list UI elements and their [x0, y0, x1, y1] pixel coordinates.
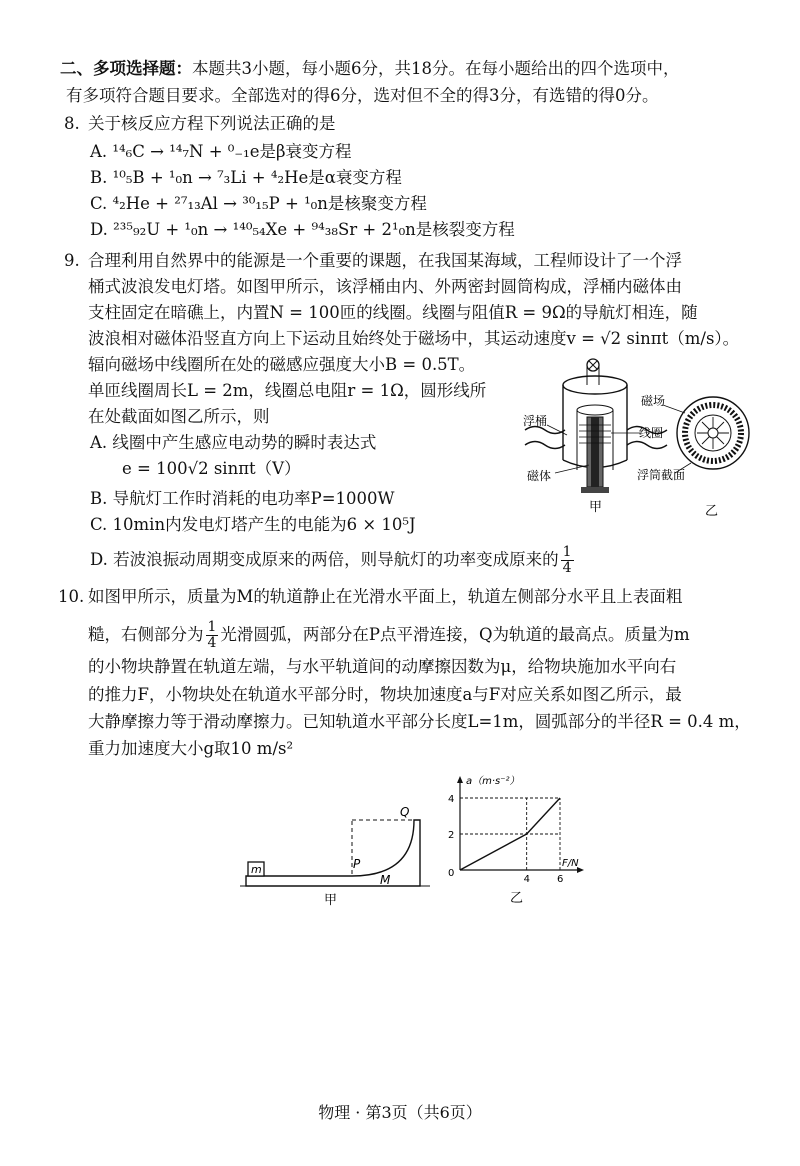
q9-line-4: 波浪相对磁体沿竖直方向上下运动且始终处于磁场中，其运动速度v = √2 sinπt（m/s）。: [88, 329, 740, 348]
q10-line-4: 的推力F，小物块处在轨道水平部分时，物块加速度a与F对应关系如图乙所示，最: [88, 685, 682, 704]
support-base: [581, 487, 609, 493]
leader-magnet: [555, 465, 589, 473]
x-tick-label-6: 6: [557, 874, 564, 885]
page-footer: 物理 · 第3页（共6页）: [318, 1103, 482, 1122]
label-jia: 甲: [589, 500, 603, 515]
q9-figure: [515, 355, 785, 530]
track-surface: [246, 820, 420, 886]
q9-line-7: 在处截面如图乙所示，则: [88, 407, 270, 426]
q8-number: 8.: [64, 114, 80, 133]
section-desc-1: 本题共3小题，每小题6分，共18分。在每小题给出的四个选项中，: [192, 59, 680, 78]
wave-right-2: [627, 442, 667, 449]
y-axis-arrow: [457, 776, 463, 783]
q10-line-3: 的小物块静置在轨道左端，与水平轨道间的动摩擦因数为μ，给物块施加水平向右: [88, 657, 677, 676]
label-field: 磁场: [641, 394, 666, 408]
y-tick-label-2: 2: [448, 830, 455, 841]
label-coil: 线圈: [639, 426, 664, 440]
lamp-cross: [589, 361, 597, 369]
q9-line-3: 支柱固定在暗礁上，内置N = 100匝的线圈。线圈与阻值R = 9Ω的导航灯相连，随: [88, 303, 698, 322]
q9-option-b: B. 导航灯工作时消耗的电功率P=1000W: [90, 489, 395, 508]
section-desc-2: 有多项符合题目要求。全部选对的得6分，选对但不全的得3分，有选错的得0分。: [66, 86, 659, 105]
q9-line-6: 单匝线圈周长L = 2m，线圈总电阻r = 1Ω，圆形线所: [88, 381, 487, 400]
series-line-2: [527, 798, 560, 834]
leader-field: [663, 405, 685, 413]
q8-option-d: D. ²³⁵₉₂U + ¹₀n → ¹⁴⁰₅₄Xe + ⁹⁴₃₈Sr + 2¹₀n是核裂变方程: [90, 220, 515, 239]
q10-number: 10.: [58, 587, 85, 606]
q9-option-d: [90, 545, 576, 576]
label-yi: 乙: [510, 891, 524, 906]
q10-line-6: 重力加速度大小g取10 m/s²: [88, 739, 294, 758]
fraction-numerator: 1: [562, 544, 572, 560]
q9-option-d-fraction: [561, 545, 574, 576]
section-heading: 二、多项选择题：: [60, 59, 192, 78]
label-M: M: [380, 873, 391, 887]
fraction-denominator: 4: [562, 560, 572, 576]
q9-option-d-text: D. 若波浪振动周期变成原来的两倍，则导航灯的功率变成原来的: [90, 550, 559, 569]
label-jia: 甲: [324, 893, 338, 908]
label-P: P: [353, 857, 361, 871]
q10-line-2b: 光滑圆弧，两部分在P点平滑连接，Q为轨道的最高点。质量为m: [220, 625, 690, 644]
label-Q: Q: [400, 805, 410, 819]
q10-line-1: 如图甲所示，质量为M的轨道静止在光滑水平面上，轨道左侧部分水平且上表面粗: [88, 587, 683, 606]
x-axis-label: F/N: [562, 858, 579, 869]
chart-marks: [448, 794, 563, 885]
q10-figure-track: [240, 800, 430, 910]
inner-cylinder-top: [577, 405, 613, 415]
q8-stem: 关于核反应方程下列说法正确的是: [88, 114, 336, 133]
q9-option-a-formula: e = 100√2 sinπt（V）: [122, 459, 301, 478]
q9-number: 9.: [64, 251, 80, 270]
q10-fraction: [206, 620, 219, 651]
q10-line-2: [88, 620, 690, 651]
magnet-core: [591, 417, 599, 487]
section-core: [708, 428, 718, 438]
q9-option-a: A. 线圈中产生感应电动势的瞬时表达式: [90, 433, 377, 452]
label-bucket: 浮桶: [523, 414, 548, 428]
outer-cylinder-top: [563, 376, 627, 394]
label-m: m: [251, 863, 262, 876]
label-magnet: 磁体: [527, 469, 552, 483]
origin-label: 0: [448, 868, 455, 879]
q9-option-c: C. 10min内发电灯塔产生的电能为6 × 10⁵J: [90, 515, 416, 534]
q9-line-5: 辐向磁场中线圈所在处的磁感应强度大小B = 0.5T。: [88, 355, 476, 374]
q8-option-b: B. ¹⁰₅B + ¹₀n → ⁷₃Li + ⁴₂He是α衰变方程: [90, 168, 402, 187]
series-line-1: [460, 834, 527, 870]
section-heading-line: [60, 58, 680, 80]
fraction-numerator: 1: [207, 619, 217, 635]
label-yi: 乙: [705, 504, 719, 519]
q10-af-chart: [440, 770, 600, 910]
q8-option-c: C. ⁴₂He + ²⁷₁₃Al → ³⁰₁₅P + ¹₀n是核聚变方程: [90, 194, 427, 213]
q10-line-5: 大静摩擦力等于滑动摩擦力。已知轨道水平部分长度L=1m，圆弧部分的半径R = 0.4 m，: [88, 712, 751, 731]
q8-option-a: A. ¹⁴₆C → ¹⁴₇N + ⁰₋₁e是β衰变方程: [90, 142, 352, 161]
q9-line-2: 桶式波浪发电灯塔。如图甲所示，该浮桶由内、外两密封圆筒构成，浮桶内磁体由: [88, 277, 682, 296]
x-tick-label-4: 4: [523, 874, 531, 885]
fraction-denominator: 4: [207, 635, 217, 651]
y-axis-label: a（m·s⁻²）: [466, 776, 520, 787]
wave-left-2: [525, 442, 565, 449]
q9-line-1: 合理利用自然界中的能源是一个重要的课题，在我国某海域，工程师设计了一个浮: [88, 251, 682, 270]
q10-line-2a: 糙，右侧部分为: [88, 625, 204, 644]
label-section: 浮筒截面: [637, 468, 686, 482]
y-tick-label-4: 4: [448, 794, 455, 805]
